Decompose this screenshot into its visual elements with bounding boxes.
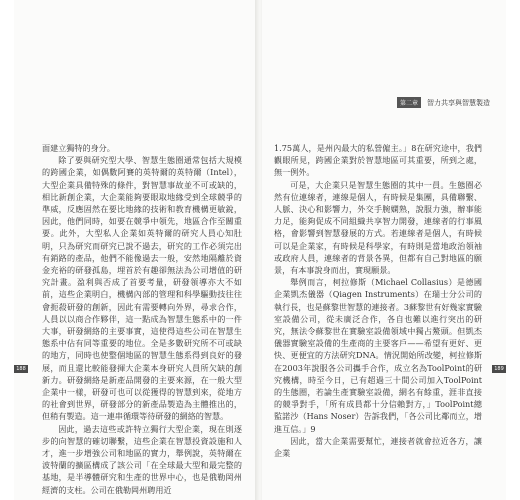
paragraph: 可是，大企業只是智慧生態圈的其中一員。生態圈必然有位連線者，連線是個人，有時候是集團，具備聯繫、人脈、決心和影響力，外交手腕嫻熟，說服力強，辦事能力足，能夠促成不同組織共享智力開發，連線者的行事風格，會影響到智慧發展的方式。若連線者是個人，有時候可以是企業家，有時候是科學家，有時則是當地政治領袖或政府人員，連線者的背景各異，但都有自己對地區的願景，有本事說身而出，實現願景。 bbox=[274, 179, 482, 276]
chapter-label: 第二章 bbox=[397, 97, 421, 108]
paragraph: 因此，過去這些或許特立獨行大型企業，現在則逐步的向智慧的確切聯繫，這些企業在智慧投資設施和人才，進一步增強公司和地區的實力，舉例說，英特爾在波特蘭的擴區構成了該公司「在全球最大型和最完整的基地，是半導體研究和生產的世界中心，也是俄勒岡州經濟的支柱。公司在俄勒岡州聘用近 bbox=[42, 423, 242, 495]
paragraph: 舉例而言，柯拉修斯（Michael Collasius）是德國企業凱杰儀器（Qiagen Instruments）在瑞士分公司的執行長，也是蘇黎世智慧的連接者。3蘇黎世有好幾家實驗室設備公司，從未廣泛合作，各自也難以進行突出的研究，無法令蘇黎世在實驗室設備領域中獨占鰲頭。但凱杰儀器實驗室設備的生產商的主要客戶——希望有更好、更快、更便宜的方法研究DNA。情況開始所改變，柯拉修斯在2003年說服各公司攜手合作，成立名為ToolPoint的研究機構，時至今日，已有超過三十間公司加入ToolPoint的生態圈，若論生產實驗室設備，網名有餘重，涯非直接的競爭對手，「所有成員都十分信賴對方，」ToolPoint總監諾沙（Hans Noser）告訴我們，「各公司比鄰而立，增進互信。」9 bbox=[274, 277, 482, 434]
paragraph: 除了要與研究型大學、智慧生態圈通常包括大規模的跨國企業，如偶數阿賽的英特爾的英特爾（Intel），大型企業具備特殊的條件，對智慧事故並不可或缺的，相比新創企業，大企業能夠要眼取地緣受到全球競爭的準威，反應固然在要比地緣的技術和教育機構更敏銳，因此，他們同時，如要在競爭中領先，地區合作至關重要。此外，大型私人企業如英特爾的研究人員心知肚明，只為研究而研究已說不過去，研究的工作必須完出有銷路的產品，他們不能像過去一般，安然地隔離於資金充裕的研發孤島，埋首於有趣卻無法為公司增值的研究計畫。盈利與否成了首要考量，研發領導亦大不如前，這些企業明白，機構內部的管理和科學驅動技往往會扼殺研發的創新，因此有需要轉向外界，尋求合作，人員以以商合作夥伴，這一點成為智慧生態系中的一件大事，研發網絡的主要事實，這使得這些公司在智慧生態系中佔有同等重要的地位。全是多數研究所不可或缺的地方，同時也使整個地區的智慧生態系得到良好的發展，而且還比較能發揮大企業本身研究人員所欠缺的創新力。研發網絡是新產品開發的主要來源，在一般大型企業中一樣，研發可也可以從獲得的智慧到來，從地方的社會到世界，研發部分的新產品製造為主體推出的，但稍有製造。這一連串循環等待研發的網絡的智慧。 bbox=[42, 155, 242, 422]
page-number-right: 189 bbox=[492, 365, 506, 373]
right-page-body bbox=[274, 142, 482, 459]
left-page-body bbox=[42, 142, 242, 496]
running-header bbox=[397, 97, 490, 108]
paragraph: 面建立獨特的身分。 bbox=[42, 143, 115, 153]
paragraph: 1.75萬人，是州內最大的私營僱主。」8在研究途中，我們觀眼所見，跨國企業對於智慧地區可其重要，所到之處，無一例外。 bbox=[274, 143, 482, 178]
paragraph: 因此，當大企業需要幫忙，連接者就會拉近各方，讓企業 bbox=[274, 435, 482, 459]
right-page bbox=[262, 0, 506, 500]
chapter-title: 智力共享與智慧製造 bbox=[427, 98, 490, 107]
left-page bbox=[14, 0, 258, 500]
page-number-left: 188 bbox=[14, 365, 28, 373]
